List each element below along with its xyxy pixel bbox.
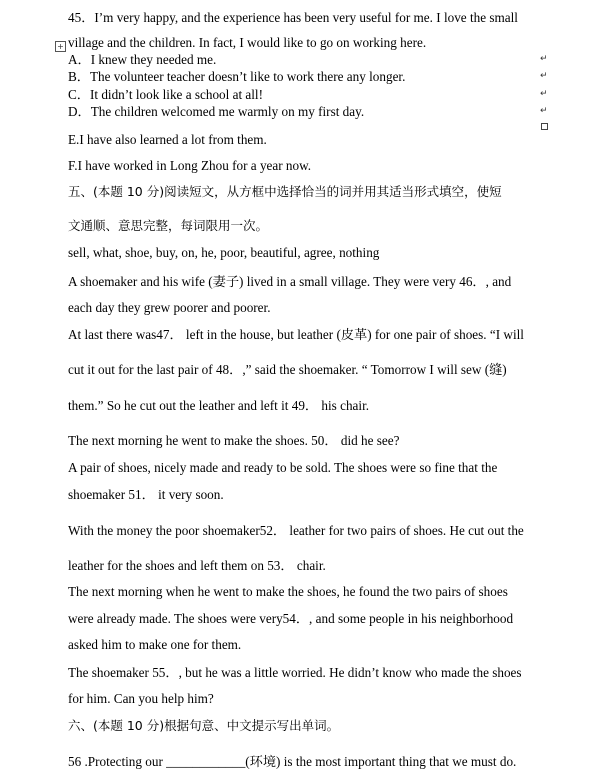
option-45-line1: 45．I’m very happy, and the experience has been very useful for me. I love the small <box>68 10 518 25</box>
section-6-heading: 六、(本题 10 分)根据句意、中文提示写出单词。 <box>68 718 340 733</box>
passage-line: A pair of shoes, nicely made and ready to be sold. The shoes were so fine that the <box>68 460 498 475</box>
option-b: B．The volunteer teacher doesn’t like to work there any longer. <box>68 69 406 84</box>
option-c: C．It didn’t look like a school at all! <box>68 87 263 102</box>
question-56: 56 .Protecting our ____________(环境) is the most important thing that we must do. <box>68 754 517 769</box>
paragraph-mark-icon: ↵ <box>540 54 548 64</box>
passage-line: The next morning he went to make the shoes. 50． did he see? <box>68 433 400 448</box>
section-5-heading-cont: 文通顺、意思完整，每词限用一次。 <box>68 218 269 233</box>
passage-line: were already made. The shoes were very54．, and some people in his neighborhood <box>68 611 514 626</box>
passage-line: cut it out for the last pair of 48．,” said the shoemaker. “ Tomorrow I will sew (缝) <box>68 362 507 377</box>
passage-line: At last there was47． left in the house, but leather (皮革) for one pair of shoes. “I will <box>68 327 524 342</box>
cell-end-marker <box>541 123 548 130</box>
passage-line: leather for the shoes and left them on 53． chair. <box>68 558 326 573</box>
passage-line: each day they grew poorer and poorer. <box>68 300 271 315</box>
passage-line: With the money the poor shoemaker52． leather for two pairs of shoes. He cut out the <box>68 523 524 538</box>
passage-line: for him. Can you help him? <box>68 691 214 706</box>
option-f: F.I have worked in Long Zhou for a year now. <box>68 158 312 173</box>
passage-line: The shoemaker 55．, but he was a little worried. He didn’t know who made the shoes <box>68 665 522 680</box>
passage-line: The next morning when he went to make the shoes, he found the two pairs of shoes <box>68 584 508 599</box>
word-box: sell, what, shoe, buy, on, he, poor, beautiful, agree, nothing <box>68 245 380 260</box>
paragraph-mark-icon: ↵ <box>540 89 548 99</box>
option-a: A．I knew they needed me. <box>68 52 217 67</box>
passage-line: A shoemaker and his wife (妻子) lived in a small village. They were very 46．, and <box>68 274 512 289</box>
section-5-heading: 五、(本题 10 分)阅读短文，从方框中选择恰当的词并用其适当形式填空，使短 <box>68 184 502 199</box>
option-d: D．The children welcomed me warmly on my first day. <box>68 104 365 119</box>
table-anchor-icon[interactable]: + <box>55 41 66 52</box>
passage-line: them.” So he cut out the leather and left it 49． his chair. <box>68 398 370 413</box>
paragraph-mark-icon: ↵ <box>540 71 548 81</box>
paragraph-mark-icon: ↵ <box>540 106 548 116</box>
option-e: E.I have also learned a lot from them. <box>68 132 267 147</box>
passage-line: shoemaker 51． it very soon. <box>68 487 224 502</box>
passage-line: asked him to make one for them. <box>68 637 242 652</box>
option-45-line2: village and the children. In fact, I would like to go on working here. <box>68 35 427 50</box>
